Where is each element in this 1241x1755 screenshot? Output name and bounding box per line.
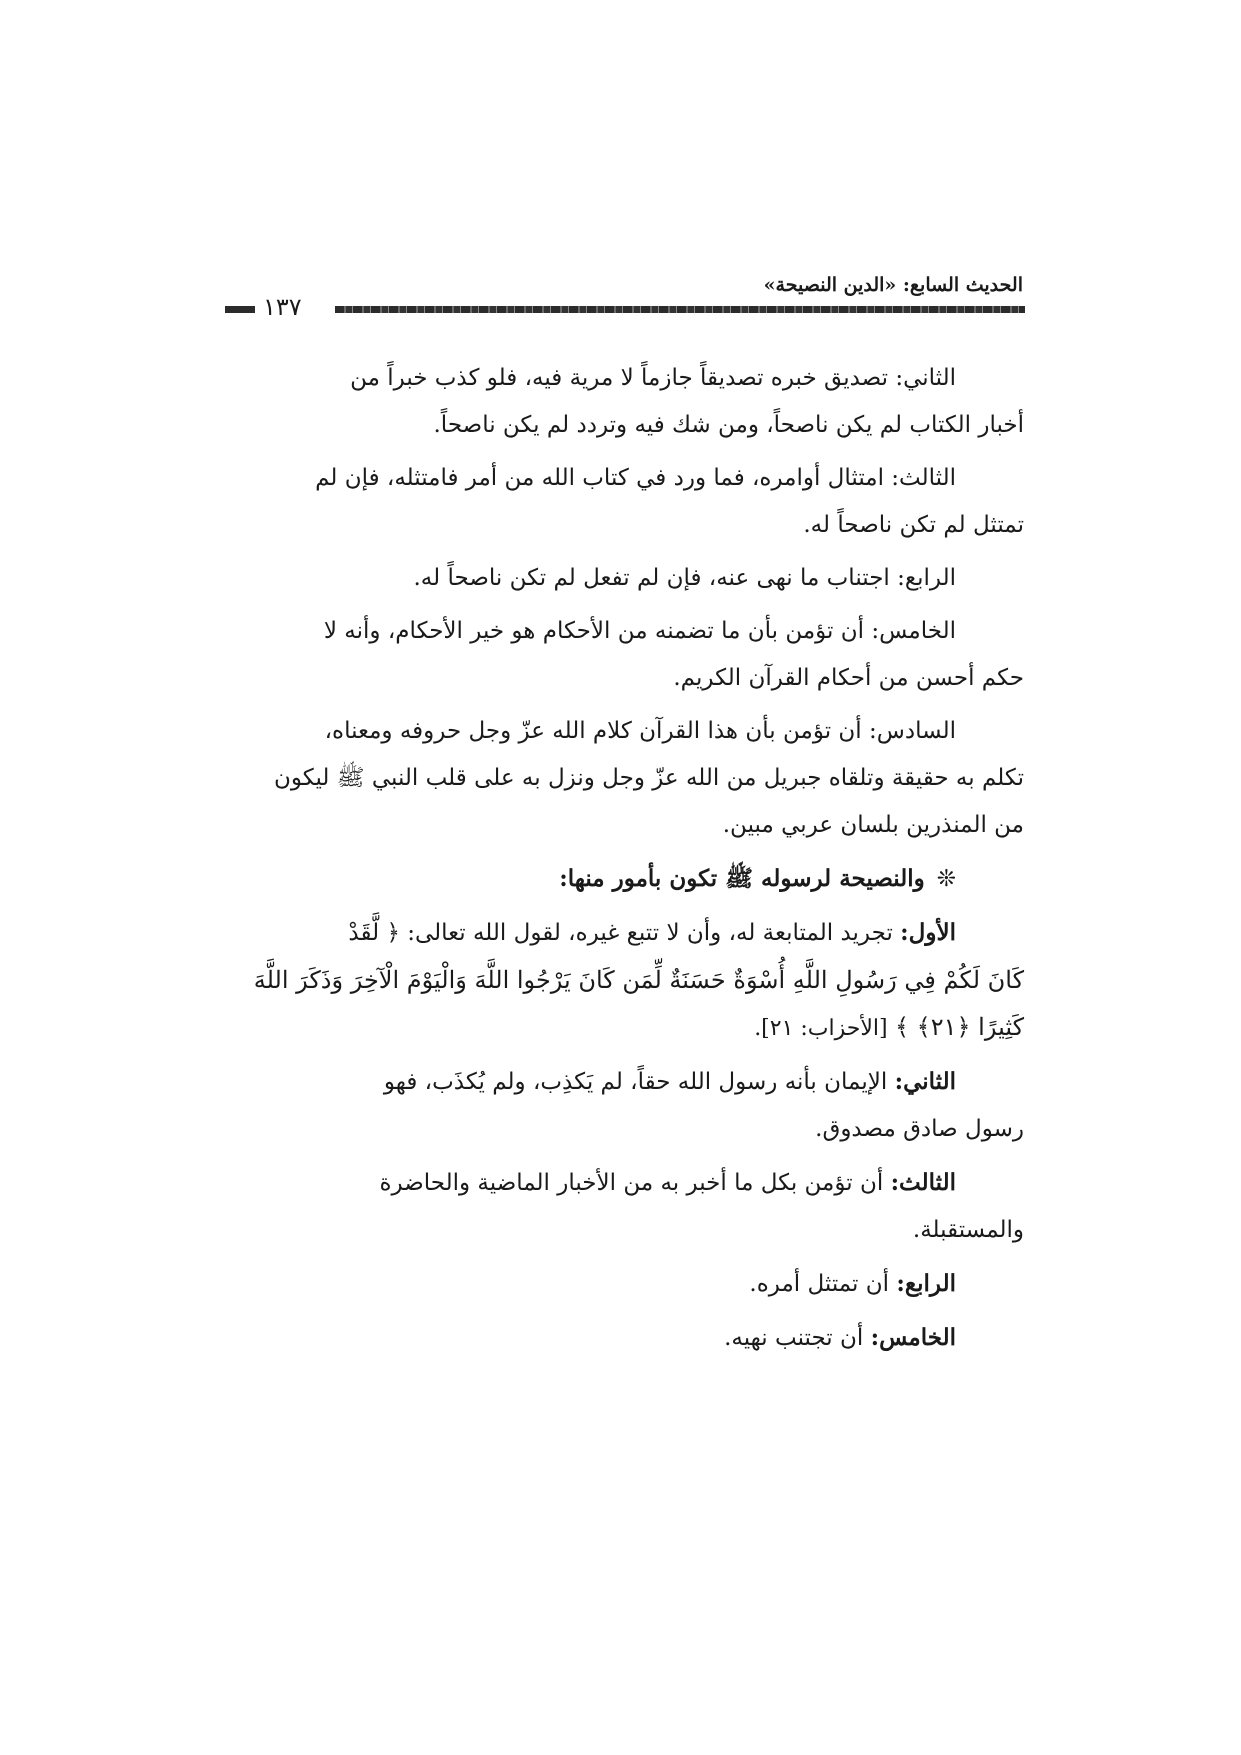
quran-verse-line: كَانَ لَكُمْ فِي رَسُولِ اللَّهِ أُسْوَةٌ حَسَنَةٌ لِّمَن كَانَ يَرْجُوا اللَّهَ وَالْيَوْمَ الْآخِرَ وَذَكَرَ اللَّهَ [253,966,1024,994]
paragraph-line: الخامس: أن تؤمن بأن ما تضمنه من الأحكام هو خير الأحكام، وأنه لا [323,618,956,644]
paragraph-avoid-prohibitions [222,555,1024,602]
paragraph-line [222,1260,1024,1308]
paragraph-line: الثالث: امتثال أوامره، فما ورد في كتاب الله من أمر فامتثله، فإن لم [315,465,956,491]
paragraph-faith-in-news [222,355,1024,449]
paragraph-obey-commands [222,455,1024,549]
verse-reference: [الأحزاب: ٢١]. [754,1016,888,1041]
section-heading-text: والنصيحة لرسوله ﷺ تكون بأمور منها: [559,865,925,892]
paragraph-line: رسول صادق مصدوق. [815,1116,1024,1142]
paragraph-believe-news [222,1159,1024,1254]
paragraph-line: والمستقبلة. [912,1217,1024,1243]
paragraph-line [222,1159,1024,1207]
paragraph-line [222,1004,1024,1052]
paragraph-line [222,909,1024,957]
item-lead: الثالث: [890,1169,956,1196]
header-rule-bar [335,306,1025,313]
section-heading [222,855,1024,903]
paragraph-line: تمتثل لم تكن ناصحاً له. [803,512,1024,538]
page-body [222,355,1024,1368]
item-lead: الرابع: [896,1270,956,1297]
header-rule [225,293,1025,321]
paragraph-line: حكم أحسن من أحكام القرآن الكريم. [673,665,1024,691]
paragraph-line: أخبار الكتاب لم يكن ناصحاً، ومن شك فيه وتردد لم يكن ناصحاً. [433,412,1024,438]
item-lead: الأول: [900,919,956,946]
paragraph-avoid-messenger-prohibitions [222,1314,1024,1362]
item-text: أن تؤمن بكل ما أخبر به من الأخبار الماضية والحاضرة [379,1170,884,1196]
paragraph-best-rulings [222,608,1024,702]
header-rule-left-segment [225,306,255,313]
page-number: ١٣٧ [263,293,302,321]
paragraph-line [222,1314,1024,1362]
item-text: أن تجتنب نهيه. [724,1325,864,1351]
paragraph-line: السادس: أن تؤمن بأن هذا القرآن كلام الله عزّ وجل حروفه ومعناه، [324,718,956,744]
paragraph-line: تكلم به حقيقة وتلقاه جبريل من الله عزّ وجل ونزل به على قلب النبي ﷺ ليكون [274,765,1024,791]
star-ornament-icon: ❊ [936,866,956,892]
item-text: أن تمتثل أمره. [749,1271,890,1297]
running-title: الحديث السابع: «الدين النصيحة» [763,274,1023,296]
paragraph-line: الثاني: تصديق خبره تصديقاً جازماً لا مرية فيه، فلو كذب خبراً من [350,365,956,391]
item-lead: الخامس: [870,1324,956,1351]
paragraph-quran-speech [222,708,1024,849]
paragraph-follow-messenger [222,909,1024,1052]
quran-verse-end: كَثِيرًا ﴿٢١﴾ ﴾ [894,1013,1024,1041]
page-header [225,272,1025,320]
item-lead: الثاني: [894,1068,956,1095]
paragraph-line [222,1058,1024,1106]
paragraph-line: من المنذرين بلسان عربي مبين. [722,812,1024,838]
paragraph-believe-messenger [222,1058,1024,1153]
paragraph-line: الرابع: اجتناب ما نهى عنه، فإن لم تفعل لم تكن ناصحاً له. [413,565,956,591]
item-text: الإيمان بأنه رسول الله حقاً، لم يَكذِب، ولم يُكذَب، فهو [383,1069,888,1095]
item-text: تجريد المتابعة له، وأن لا تتبع غيره، لقول الله تعالى: ﴿ لَّقَدْ [348,920,893,946]
paragraph-obey-messenger [222,1260,1024,1308]
